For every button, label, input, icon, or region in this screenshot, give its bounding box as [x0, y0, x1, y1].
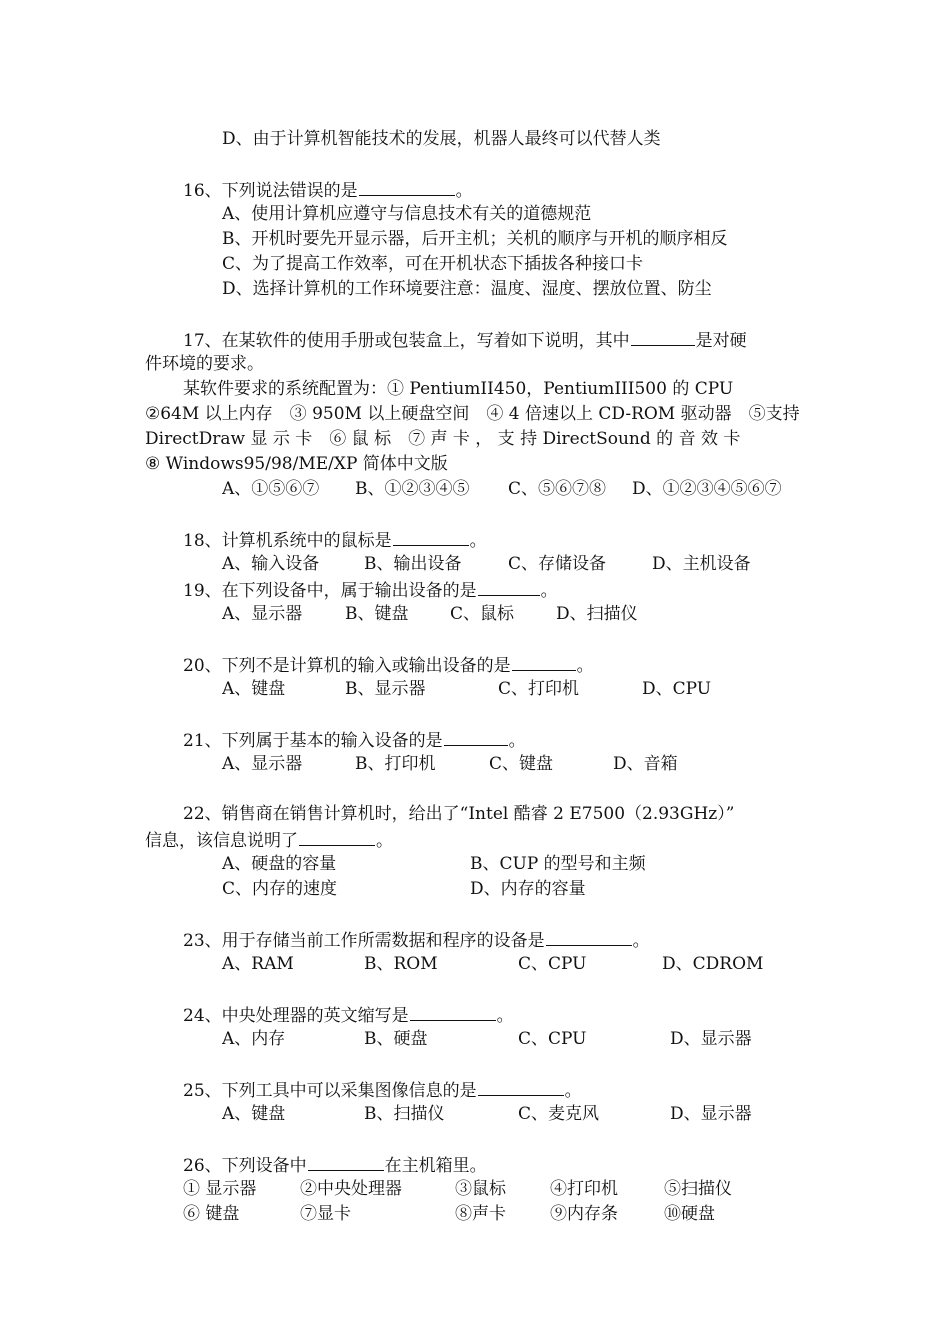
- q23-stem-end: 。: [632, 931, 650, 951]
- q19-option-a: A、显示器: [222, 604, 303, 624]
- q26-answer-blank[interactable]: [308, 1152, 384, 1171]
- q26-item-10: ⑩硬盘: [664, 1204, 715, 1224]
- q17-stem-line2: 件环境的要求。: [145, 354, 264, 374]
- q17-stem-text: 17、在某软件的使用手册或包装盒上，写着如下说明，其中: [183, 331, 630, 351]
- q20-stem-end: 。: [576, 656, 594, 676]
- q19-option-c: C、鼠标: [450, 604, 515, 624]
- q25-stem: [183, 1077, 582, 1104]
- q24-answer-blank[interactable]: [410, 1002, 496, 1021]
- q22-stem-text: 信息，该信息说明了: [145, 831, 298, 851]
- q26-item-4: ④打印机: [550, 1179, 618, 1199]
- q22-option-c: C、内存的速度: [222, 879, 338, 899]
- q25-option-c: C、麦克风: [518, 1104, 600, 1124]
- q19-answer-blank[interactable]: [478, 577, 540, 596]
- q16-stem: [183, 177, 473, 204]
- q16-option-d: D、选择计算机的工作环境要注意：温度、湿度、摆放位置、防尘: [222, 279, 712, 299]
- q23-stem: [183, 927, 650, 954]
- q18-option-a: A、输入设备: [222, 554, 320, 574]
- q21-option-a: A、显示器: [222, 754, 303, 774]
- q21-option-b: B、打印机: [355, 754, 436, 774]
- q24-stem: [183, 1002, 514, 1029]
- q21-option-d: D、音箱: [613, 754, 678, 774]
- q24-option-d: D、显示器: [670, 1029, 752, 1049]
- q25-option-d: D、显示器: [670, 1104, 752, 1124]
- q18-answer-blank[interactable]: [393, 527, 469, 546]
- q20-stem-text: 20、下列不是计算机的输入或输出设备的是: [183, 656, 511, 676]
- q26-item-6: ⑥ 键盘: [183, 1204, 240, 1224]
- q25-stem-end: 。: [564, 1081, 582, 1101]
- q24-option-a: A、内存: [222, 1029, 286, 1049]
- q26-item-3: ③鼠标: [455, 1179, 506, 1199]
- q26-item-5: ⑤扫描仪: [664, 1179, 732, 1199]
- q25-option-b: B、扫描仪: [364, 1104, 445, 1124]
- q26-item-8: ⑧声卡: [455, 1204, 506, 1224]
- q19-stem-text: 19、在下列设备中，属于输出设备的是: [183, 581, 477, 601]
- q25-option-a: A、键盘: [222, 1104, 286, 1124]
- q23-option-c: C、CPU: [518, 954, 587, 974]
- q16-option-b: B、开机时要先开显示器，后开主机；关机的顺序与开机的顺序相反: [222, 229, 728, 249]
- q22-option-d: D、内存的容量: [470, 879, 586, 899]
- q17-stem-line1: [183, 327, 747, 354]
- q19-stem: [183, 577, 558, 604]
- q25-answer-blank[interactable]: [478, 1077, 564, 1096]
- q20-option-a: A、键盘: [222, 679, 286, 699]
- q17-config-line2: ②64M 以上内存 ③ 950M 以上硬盘空间 ④ 4 倍速以上 CD-ROM 驱动器 ⑤支持: [145, 404, 800, 424]
- q17-config-line4: ⑧ Windows95/98/ME/XP 简体中文版: [145, 454, 448, 474]
- q16-stem-text: 16、下列说法错误的是: [183, 181, 358, 201]
- q26-stem: [183, 1152, 487, 1179]
- q20-stem: [183, 652, 594, 679]
- q15-option-d: D、由于计算机智能技术的发展，机器人最终可以代替人类: [222, 129, 661, 149]
- q17-option-c: C、⑤⑥⑦⑧: [508, 479, 607, 499]
- q21-option-c: C、键盘: [489, 754, 554, 774]
- q18-option-c: C、存储设备: [508, 554, 607, 574]
- q21-stem-text: 21、下列属于基本的输入设备的是: [183, 731, 443, 751]
- q17-stem-text-2: 是对硬: [695, 331, 747, 351]
- q19-stem-end: 。: [540, 581, 558, 601]
- q23-option-b: B、ROM: [364, 954, 438, 974]
- q19-option-d: D、扫描仪: [556, 604, 638, 624]
- q20-answer-blank[interactable]: [512, 652, 576, 671]
- q24-stem-text: 24、中央处理器的英文缩写是: [183, 1006, 409, 1026]
- q22-stem-line2: [145, 827, 393, 854]
- q26-item-7: ⑦显卡: [300, 1204, 351, 1224]
- q20-option-b: B、显示器: [345, 679, 426, 699]
- q17-option-a: A、①⑤⑥⑦: [222, 479, 320, 499]
- q21-stem-end: 。: [508, 731, 526, 751]
- q23-stem-text: 23、用于存储当前工作所需数据和程序的设备是: [183, 931, 545, 951]
- q16-option-c: C、为了提高工作效率，可在开机状态下插拔各种接口卡: [222, 254, 644, 274]
- q17-option-b: B、①②③④⑤: [355, 479, 470, 499]
- q20-option-c: C、打印机: [498, 679, 580, 699]
- q16-stem-end: 。: [455, 181, 473, 201]
- q18-stem-end: 。: [469, 531, 487, 551]
- q24-stem-end: 。: [496, 1006, 514, 1026]
- q17-option-d: D、①②③④⑤⑥⑦: [632, 479, 782, 499]
- q20-option-d: D、CPU: [642, 679, 712, 699]
- q22-option-a: A、硬盘的容量: [222, 854, 337, 874]
- q22-stem-end: 。: [376, 831, 393, 851]
- q17-config-line3: DirectDraw 显 示 卡 ⑥ 鼠 标 ⑦ 声 卡 ， 支 持 DirectSound 的 音 效 卡: [145, 429, 741, 449]
- q18-option-b: B、输出设备: [364, 554, 462, 574]
- q25-stem-text: 25、下列工具中可以采集图像信息的是: [183, 1081, 477, 1101]
- q17-answer-blank[interactable]: [631, 327, 695, 346]
- q26-item-9: ⑨内存条: [550, 1204, 618, 1224]
- q23-option-d: D、CDROM: [662, 954, 764, 974]
- q26-stem-end: 在主机箱里。: [384, 1156, 487, 1176]
- q26-item-2: ②中央处理器: [300, 1179, 402, 1199]
- q23-answer-blank[interactable]: [546, 927, 632, 946]
- q23-option-a: A、RAM: [222, 954, 294, 974]
- q18-option-d: D、主机设备: [652, 554, 751, 574]
- q18-stem: [183, 527, 487, 554]
- q26-item-1: ① 显示器: [183, 1179, 257, 1199]
- q22-answer-blank[interactable]: [299, 827, 375, 846]
- q16-option-a: A、使用计算机应遵守与信息技术有关的道德规范: [222, 204, 592, 224]
- q24-option-c: C、CPU: [518, 1029, 587, 1049]
- q22-option-b: B、CUP 的型号和主频: [470, 854, 646, 874]
- q22-stem-line1: 22、销售商在销售计算机时，给出了“Intel 酷睿 2 E7500（2.93GHz）”: [183, 804, 735, 824]
- q21-answer-blank[interactable]: [444, 727, 508, 746]
- q21-stem: [183, 727, 526, 754]
- q18-stem-text: 18、计算机系统中的鼠标是: [183, 531, 392, 551]
- q17-config-line1: 某软件要求的系统配置为：① PentiumII450，PentiumIII500 的 CPU: [183, 379, 734, 399]
- q16-answer-blank[interactable]: [359, 177, 455, 196]
- q26-stem-text: 26、下列设备中: [183, 1156, 307, 1176]
- q19-option-b: B、键盘: [345, 604, 409, 624]
- q24-option-b: B、硬盘: [364, 1029, 428, 1049]
